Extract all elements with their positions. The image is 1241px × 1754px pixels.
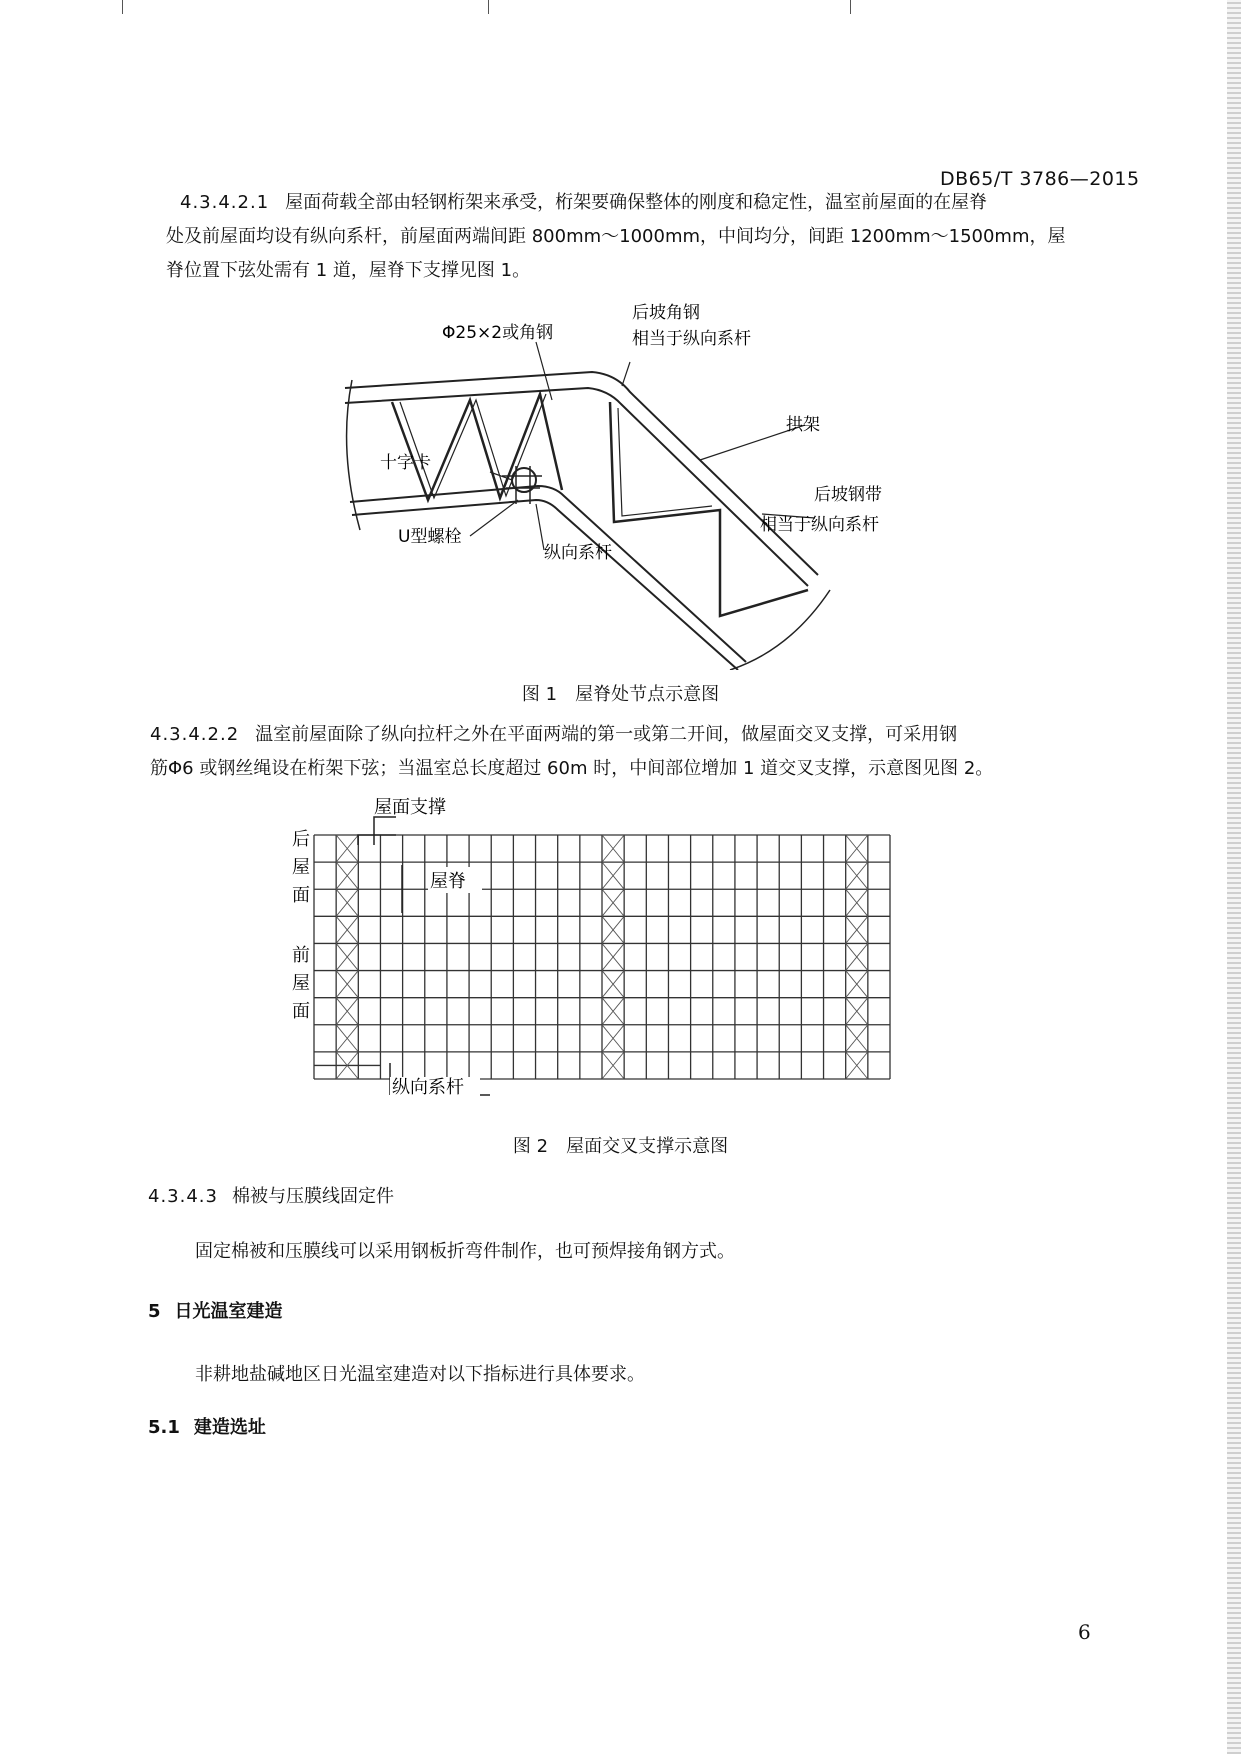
- frame-edge: [730, 590, 830, 670]
- label-long-tie: 纵向系杆: [544, 543, 612, 563]
- roof-grid: [314, 835, 890, 1079]
- label-rear-roof-2: 屋: [292, 857, 310, 878]
- section-number: 4.3.4.2.1: [180, 192, 270, 213]
- standard-code: DB65/T 3786—2015: [940, 168, 1140, 190]
- label-pipe: Φ25×2或角钢: [442, 323, 554, 343]
- label-front-roof-2: 屋: [292, 973, 310, 994]
- page-number: 6: [1078, 1620, 1091, 1644]
- label-cross-clamp: 十字卡: [380, 453, 431, 473]
- label-roof-brace: 屋面支撑: [374, 797, 446, 818]
- section-number: 4.3.4.3: [148, 1186, 218, 1207]
- label-back-angle: 后坡角钢: [632, 303, 700, 323]
- label-front-roof-1: 前: [292, 945, 310, 966]
- paragraph-line: 处及前屋面均设有纵向系杆，前屋面两端间距 800mm～1000mm，中间均分，间距 1200mm～1500mm，屋: [166, 226, 1066, 247]
- leader-line: [358, 835, 396, 845]
- label-equiv-tie-2: 相当于纵向系杆: [760, 515, 879, 535]
- paragraph-5: 非耕地盐碱地区日光温室建造对以下指标进行具体要求。: [195, 1364, 645, 1385]
- section-title: 建造选址: [193, 1417, 266, 1438]
- heading-5: [148, 1297, 283, 1323]
- section-number: 4.3.4.2.2: [150, 724, 240, 745]
- label-arch: 拱架: [786, 415, 820, 435]
- paragraph-text: 温室前屋面除了纵向拉杆之外在平面两端的第一或第二开间，做屋面交叉支撑，可采用钢: [255, 724, 958, 745]
- figure-2-cross-brace-diagram: [278, 795, 918, 1105]
- truss-web: [392, 394, 562, 500]
- paragraph-4-3-4-2-1: [166, 186, 1140, 288]
- section-number: 5: [148, 1301, 161, 1322]
- bottom-chord-inner: [352, 500, 738, 670]
- bottom-chord: [350, 486, 746, 662]
- paragraph-4-3-4-3: 固定棉被和压膜线可以采用钢板折弯件制作，也可预焊接角钢方式。: [195, 1241, 735, 1262]
- label-rear-roof-3: 面: [292, 885, 310, 906]
- paragraph-4-3-4-2-2: [150, 718, 1140, 786]
- section-title: 日光温室建造: [174, 1301, 283, 1322]
- section-title: 棉被与压膜线固定件: [231, 1186, 394, 1207]
- paragraph-line: [180, 186, 1140, 220]
- label-rear-roof-1: 后: [292, 829, 310, 850]
- paragraph-line: 筋Φ6 或钢丝绳设在桁架下弦；当温室总长度超过 60m 时，中间部位增加 1 道交叉支撑，示意图见图 2。: [150, 758, 994, 779]
- label-equiv-tie-1: 相当于纵向系杆: [632, 329, 751, 349]
- scan-tick-mark: [850, 0, 851, 14]
- label-u-bolt: U型螺栓: [398, 527, 462, 547]
- paragraph-text: 屋面荷载全部由轻钢桁架来承受，桁架要确保整体的刚度和稳定性，温室前屋面的在屋脊: [285, 192, 988, 213]
- section-number: 5.1: [148, 1417, 180, 1438]
- heading-4-3-4-3: [148, 1182, 394, 1208]
- label-ridge: 屋脊: [430, 871, 466, 892]
- truss-web: [618, 408, 712, 516]
- scan-tick-mark: [488, 0, 489, 14]
- label-long-tie: 纵向系杆: [392, 1077, 464, 1098]
- figure-2-caption: 图 2 屋面交叉支撑示意图: [512, 1136, 729, 1157]
- scan-tick-mark: [122, 0, 123, 14]
- paragraph-line: [150, 718, 1140, 752]
- label-front-roof-3: 面: [292, 1001, 310, 1022]
- paragraph-line: 脊位置下弦处需有 1 道，屋脊下支撑见图 1。: [166, 260, 531, 281]
- label-back-strap: 后坡钢带: [814, 485, 882, 505]
- figure-1-caption: 图 1 屋脊处节点示意图: [521, 684, 720, 705]
- figure-1-ridge-node-diagram: [330, 290, 890, 670]
- heading-5-1: [148, 1413, 266, 1439]
- leader-line: [374, 817, 396, 845]
- scan-edge-shadow: [1227, 0, 1241, 1754]
